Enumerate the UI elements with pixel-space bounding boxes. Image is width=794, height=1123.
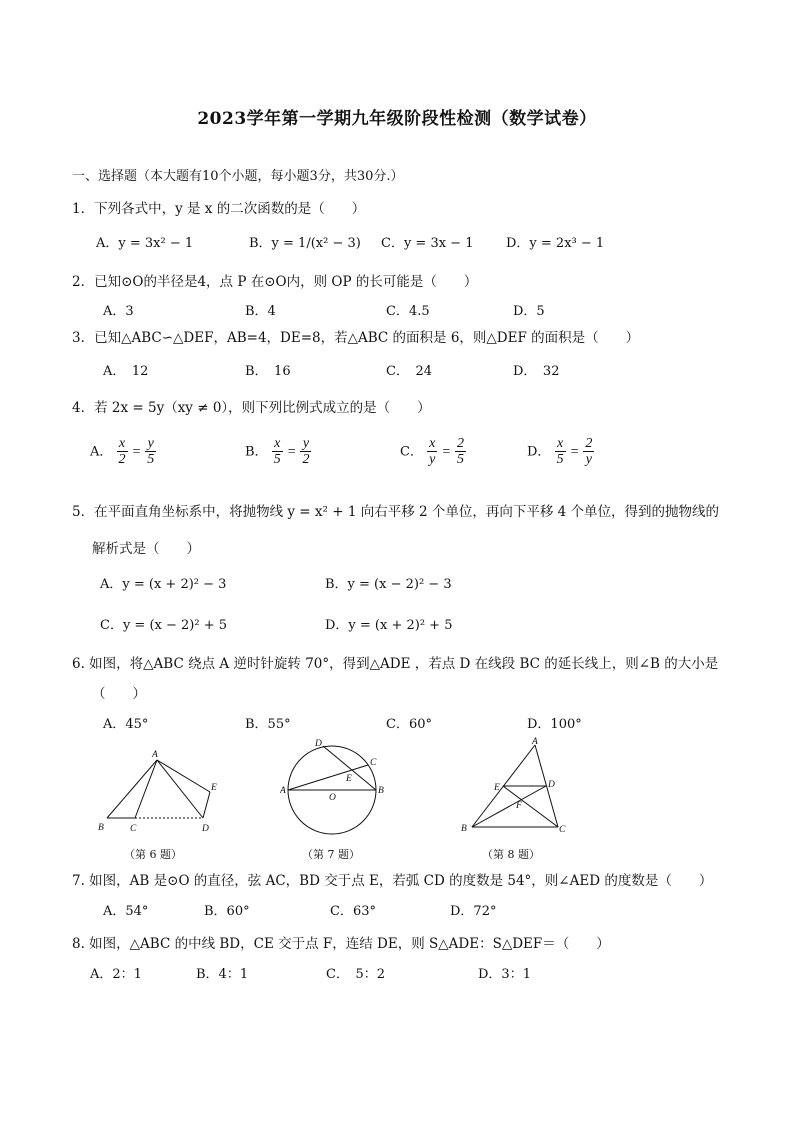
q4-option-a[interactable]: [90, 436, 156, 468]
segment-ab: [107, 760, 157, 818]
q4-option-b-label: B．: [245, 444, 268, 460]
q6-option-b[interactable]: B．55°: [245, 717, 291, 732]
figure-6-caption: （第 6 题）: [124, 848, 182, 861]
label-a: A: [532, 737, 538, 747]
numerator: x: [117, 436, 128, 452]
label-c: C: [559, 825, 566, 835]
q4-b-frac-left: [272, 436, 283, 468]
q6-option-d[interactable]: D．100°: [527, 717, 582, 732]
q2-option-d[interactable]: D．5: [513, 304, 545, 319]
q5-option-a[interactable]: A．y = (x + 2)² − 3: [100, 577, 227, 592]
denominator: 5: [457, 452, 465, 468]
q7-option-c[interactable]: C．63°: [330, 904, 376, 919]
page-title: 2023学年第一学期九年级阶段性检测（数学试卷）: [197, 109, 597, 129]
section-heading: 一、选择题（本大题有10个小题，每小题3分，共30分.）: [72, 169, 404, 184]
q7-option-b[interactable]: B．60°: [204, 904, 250, 919]
q2-option-c[interactable]: C．4.5: [386, 304, 430, 319]
q6-option-c[interactable]: C．60°: [386, 717, 432, 732]
numerator: y: [145, 436, 156, 452]
q3-option-c[interactable]: C． 24: [386, 364, 432, 379]
numerator: x: [429, 436, 436, 451]
q4-option-b[interactable]: [245, 436, 311, 468]
q3-option-d[interactable]: D． 32: [513, 364, 560, 379]
q4-option-a-label: A．: [90, 444, 113, 460]
figure-8-diagram: [456, 735, 576, 840]
label-o: O: [329, 793, 336, 803]
q4-a-frac-left: [117, 436, 128, 468]
denominator: 5: [273, 452, 281, 468]
segment-ad: [157, 760, 203, 818]
q4-a-frac-right: [145, 436, 156, 468]
q7-option-d[interactable]: D．72°: [450, 904, 497, 919]
figure-7-caption: （第 7 题）: [302, 848, 360, 861]
q8-option-a[interactable]: A．2：1: [90, 967, 142, 982]
denominator: 5: [147, 452, 155, 468]
numerator: 2: [585, 436, 593, 451]
q1-option-a[interactable]: A．y = 3x² − 1: [96, 236, 194, 251]
label-e: E: [346, 774, 352, 784]
q4-option-d[interactable]: [527, 436, 594, 468]
equals-sign: =: [286, 444, 297, 460]
label-b: B: [461, 824, 467, 834]
denominator: 5: [556, 452, 564, 468]
label-d: D: [548, 780, 555, 790]
q2-option-b[interactable]: B．4: [245, 304, 276, 319]
median-bd: [472, 786, 546, 827]
label-d: D: [202, 824, 209, 834]
median-ce: [503, 786, 558, 827]
numerator: 2: [457, 436, 465, 451]
figure-8-caption: （第 8 题）: [482, 848, 540, 861]
q3-option-a[interactable]: A． 12: [103, 364, 149, 379]
q4-option-c[interactable]: [400, 436, 466, 468]
q5-option-c[interactable]: C．y = (x − 2)² + 5: [100, 618, 227, 633]
question-8-stem: 8. 如图，△ABC 的中线 BD，CE 交于点 F，连结 DE，则 S△ADE：S△DEF＝（ ）: [72, 936, 610, 952]
numerator: y: [300, 436, 311, 452]
label-b: B: [98, 823, 104, 833]
q4-option-c-label: C．: [400, 444, 423, 460]
numerator: x: [272, 436, 283, 452]
question-4-stem: 4．若 2x = 5y（xy ≠ 0），则下列比例式成立的是（ ）: [72, 400, 431, 416]
equals-sign: =: [441, 444, 451, 460]
q8-option-d[interactable]: D．3：1: [478, 967, 531, 982]
segment-ac: [135, 760, 157, 818]
chord-ac: [288, 765, 368, 790]
q8-option-b[interactable]: B．4：1: [196, 967, 249, 982]
equals-sign: =: [569, 444, 580, 460]
question-5-stem-cont: 解析式是（ ）: [92, 541, 200, 557]
question-6-stem: 6. 如图，将△ABC 绕点 A 逆时针旋转 70°，得到△ADE ，若点 D 在线段 BC 的延长线上，则∠B 的大小是: [72, 656, 719, 672]
label-a: A: [152, 750, 158, 760]
segment-ae: [157, 760, 210, 792]
q5-option-d[interactable]: D．y = (x + 2)² + 5: [325, 618, 453, 633]
q1-option-d[interactable]: D．y = 2x³ − 1: [506, 236, 605, 251]
q4-d-frac-right: [583, 436, 594, 468]
label-a: A: [280, 786, 286, 796]
q4-b-frac-right: [300, 436, 311, 468]
label-e: E: [211, 783, 217, 793]
label-c: C: [130, 824, 137, 834]
question-2-stem: 2．已知⊙O的半径是4，点 P 在⊙O内，则 OP 的长可能是（ ）: [72, 274, 478, 290]
q1-option-b[interactable]: B．y = 1/(x² − 3): [249, 236, 361, 251]
label-e: E: [494, 783, 500, 793]
denominator: 2: [302, 452, 310, 468]
q6-option-a[interactable]: A．45°: [103, 717, 149, 732]
label-d: D: [315, 739, 322, 749]
q7-option-a[interactable]: A．54°: [103, 904, 149, 919]
numerator: x: [555, 436, 566, 452]
q4-c-frac-left: [427, 436, 437, 468]
label-b: B: [378, 786, 384, 796]
q2-option-a[interactable]: A．3: [103, 304, 134, 319]
equals-sign: =: [131, 444, 142, 460]
q4-c-frac-right: [455, 436, 466, 468]
q5-option-b[interactable]: B．y = (x − 2)² − 3: [325, 577, 452, 592]
denominator: 2: [118, 452, 126, 468]
question-3-stem: 3．已知△ABC∽△DEF，AB=4，DE=8，若△ABC 的面积是 6，则△DEF 的面积是（ ）: [72, 330, 640, 346]
segment-de: [203, 792, 210, 818]
figure-7-diagram: [280, 735, 390, 845]
denominator: y: [585, 452, 592, 468]
question-1-stem: 1．下列各式中，y 是 x 的二次函数的是（ ）: [72, 201, 366, 217]
q4-d-frac-left: [555, 436, 566, 468]
denominator: y: [429, 452, 436, 468]
q8-option-c[interactable]: C． 5：2: [326, 967, 385, 982]
q3-option-b[interactable]: B． 16: [245, 364, 291, 379]
label-f: F: [516, 801, 522, 811]
question-7-stem: 7. 如图，AB 是⊙O 的直径，弦 AC，BD 交于点 E，若弧 CD 的度数是 54°，则∠AED 的度数是（ ）: [72, 873, 713, 889]
label-c: C: [370, 758, 377, 768]
q4-option-d-label: D．: [527, 444, 551, 460]
q1-option-c[interactable]: C．y = 3x − 1: [381, 236, 474, 251]
figure-6-diagram: [90, 745, 230, 840]
question-5-stem: 5．在平面直角坐标系中，将抛物线 y = x² + 1 向右平移 2 个单位，再向下平移 4 个单位，得到的抛物线的: [72, 504, 720, 520]
question-6-stem-cont: （ ）: [92, 686, 146, 702]
